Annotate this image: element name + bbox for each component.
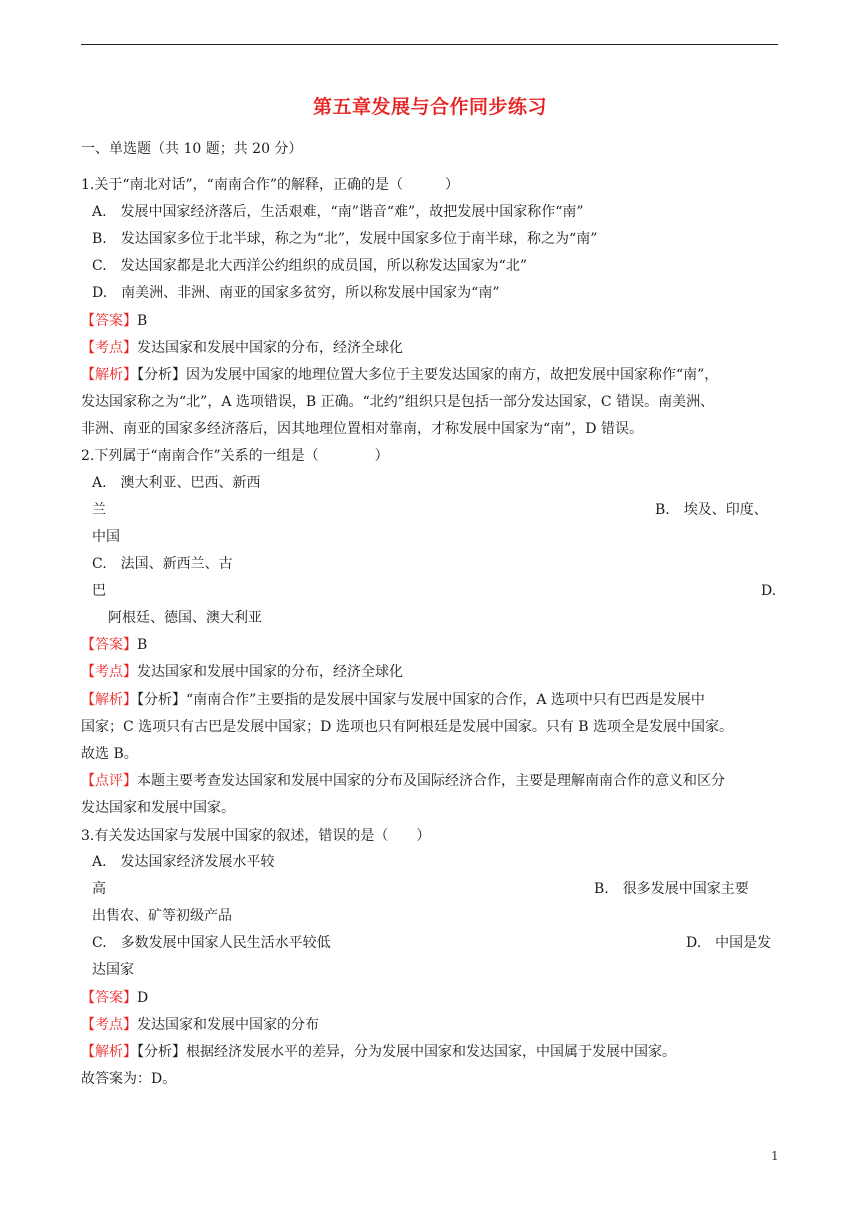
q1-answer-value: B	[137, 313, 148, 329]
q1-option-a: A. 发展中国家经济落后，生活艰难，“南”谐音“难”，故把发展中国家称作“南”	[92, 204, 584, 220]
page-number: 1	[771, 1149, 779, 1163]
page-title: 第五章发展与合作同步练习	[312, 96, 547, 118]
q3-option-b-line-2: 出售农、矿等初级产品	[92, 908, 232, 924]
q1-point	[81, 338, 403, 358]
q2-comment-text-1: 本题主要考查发达国家和发展中国家的分布及国际经济合作，主要是理解南南合作的意义和区分	[137, 773, 725, 789]
q2-option-b-line-1: B. 埃及、印度、	[655, 502, 768, 518]
q2-comment-line-1	[81, 771, 725, 791]
q2-option-c-line-1: C. 法国、新西兰、古	[92, 556, 233, 572]
q3-analysis-text-1: 【分析】根据经济发展水平的差异，分为发展中国家和发达国家，中国属于发展中国家。	[137, 1044, 676, 1060]
q3-analysis-line-1	[81, 1042, 676, 1062]
q1-stem: 1.关于“南北对话”，“南南合作”的解释，正确的是（ ）	[81, 177, 459, 193]
q3-point-text: 发达国家和发展中国家的分布	[137, 1017, 319, 1033]
answer-label: 【答案】	[81, 637, 137, 653]
q3-analysis-line-2: 故答案为：D。	[81, 1071, 177, 1087]
q2-option-a-line-1: A. 澳大利亚、巴西、新西	[92, 475, 261, 491]
q2-answer	[81, 635, 147, 655]
q3-option-a-line-2: 高	[92, 881, 106, 897]
q2-option-b-line-2: 中国	[92, 529, 120, 545]
q1-option-d: D. 南美洲、非洲、南亚的国家多贫穷，所以称发展中国家为“南”	[92, 285, 500, 301]
q2-analysis-line-2: 国家；C 选项只有古巴是发展中国家；D 选项也只有阿根廷是发展中国家。只有 B 选项全是发展中国家。	[81, 719, 734, 735]
q3-answer	[81, 988, 148, 1008]
q2-comment-line-2: 发达国家和发展中国家。	[81, 800, 235, 816]
q1-analysis-text-1: 【分析】因为发展中国家的地理位置大多位于主要发达国家的南方，故把发展中国家称作“南”，	[137, 367, 719, 383]
q2-stem: 2.下列属于“南南合作”关系的一组是（ ）	[81, 448, 389, 464]
q3-option-a-line-1: A. 发达国家经济发展水平较	[92, 854, 275, 870]
q3-point	[81, 1015, 319, 1035]
point-label: 【考点】	[81, 1017, 137, 1033]
q1-analysis-line-1	[81, 365, 718, 385]
point-label: 【考点】	[81, 664, 137, 680]
q3-option-d-line-1: D. 中国是发	[686, 935, 772, 951]
q2-point	[81, 662, 403, 682]
q1-point-text: 发达国家和发展中国家的分布，经济全球化	[137, 340, 403, 356]
header-rule	[81, 44, 778, 45]
point-label: 【考点】	[81, 340, 137, 356]
comment-label: 【点评】	[81, 773, 137, 789]
q3-option-c: C. 多数发展中国家人民生活水平较低	[92, 935, 331, 951]
q3-stem: 3.有关发达国家与发展中国家的叙述，错误的是（ ）	[81, 828, 431, 844]
q2-point-text: 发达国家和发展中国家的分布，经济全球化	[137, 664, 403, 680]
q3-option-b-line-1: B. 很多发展中国家主要	[594, 881, 749, 897]
q2-analysis-text-1: 【分析】“南南合作”主要指的是发展中国家与发展中国家的合作，A 选项中只有巴西是发展中	[137, 692, 705, 708]
q2-option-c-line-2: 巴	[92, 583, 106, 599]
q2-option-a-line-2: 兰	[92, 502, 106, 518]
q2-answer-value: B	[137, 637, 148, 653]
q2-option-d-line-2: 阿根廷、德国、澳大利亚	[108, 610, 262, 626]
q1-analysis-line-2: 发达国家称之为“北”，A 选项错误，B 正确。“北约”组织只是包括一部分发达国家，C 错误。南美洲、	[81, 394, 715, 410]
q2-option-d-line-1: D.	[761, 583, 777, 599]
analysis-label: 【解析】	[81, 692, 137, 708]
analysis-label: 【解析】	[81, 367, 137, 383]
q3-answer-value: D	[137, 990, 149, 1006]
q3-option-d-line-2: 达国家	[92, 962, 134, 978]
q1-option-b: B. 发达国家多位于北半球，称之为“北”，发展中国家多位于南半球，称之为“南”	[92, 231, 598, 247]
section-heading: 一、单选题（共 10 题；共 20 分）	[81, 141, 303, 157]
q1-answer	[81, 311, 147, 331]
q1-option-c: C. 发达国家都是北大西洋公约组织的成员国，所以称发达国家为“北”	[92, 258, 527, 274]
q2-analysis-line-1	[81, 690, 705, 710]
answer-label: 【答案】	[81, 990, 137, 1006]
answer-label: 【答案】	[81, 313, 137, 329]
q1-analysis-line-3: 非洲、南亚的国家多经济落后，因其地理位置相对靠南，才称发展中国家为“南”，D 错误。	[81, 421, 643, 437]
q2-analysis-line-3: 故选 B。	[81, 746, 138, 762]
analysis-label: 【解析】	[81, 1044, 137, 1060]
